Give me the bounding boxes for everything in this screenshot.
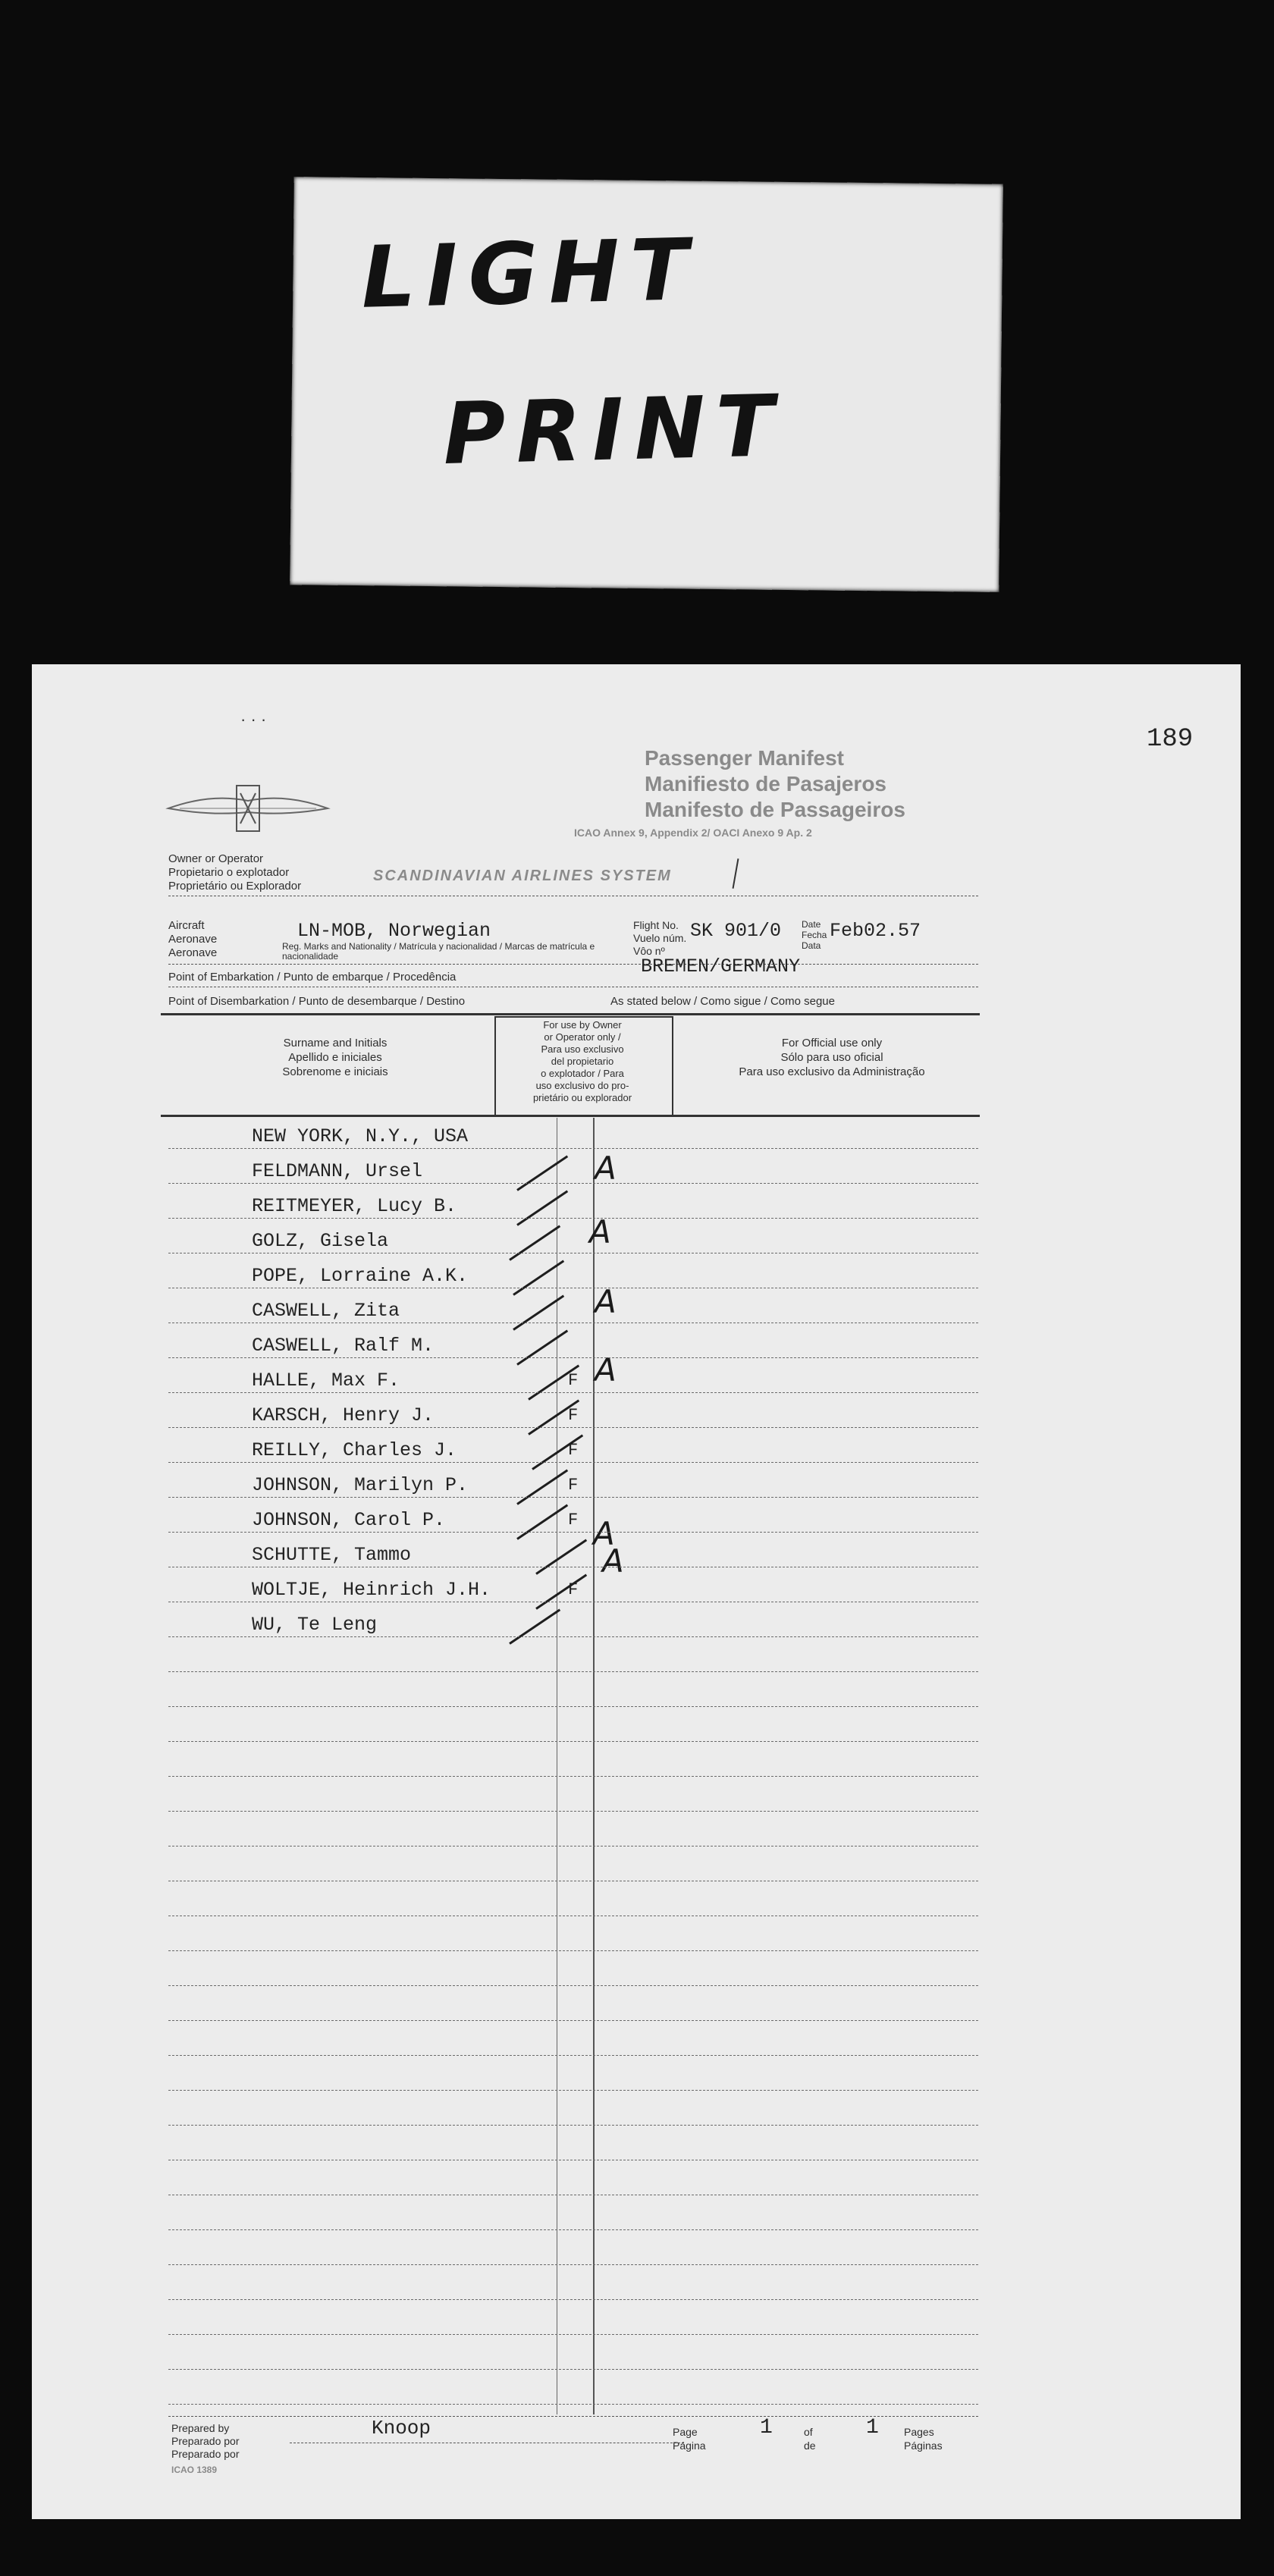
pages-label: Pages Páginas [904, 2426, 943, 2452]
passenger-name: GOLZ, Gisela [252, 1230, 389, 1252]
check-tick [516, 1191, 568, 1226]
table-rule-line [168, 1811, 978, 1812]
card-line-2: PRINT [441, 377, 786, 485]
official-mark: A [595, 1351, 617, 1388]
page-stamp-number: 189 [1147, 725, 1194, 754]
table-rule-line [168, 2229, 978, 2230]
table-rule-line [168, 1183, 978, 1184]
table-rule-line [168, 2055, 978, 2056]
passenger-name: JOHNSON, Carol P. [252, 1509, 446, 1531]
passenger-code: F [568, 1511, 579, 1530]
passenger-name: CASWELL, Ralf M. [252, 1335, 435, 1357]
page-number: 1 [760, 2416, 773, 2440]
passenger-name: POPE, Lorraine A.K. [252, 1265, 469, 1287]
airline-logo-icon [165, 778, 331, 839]
column-header-names: Surname and Initials Apellido e iniciales Sobrenome e iniciais [282, 1037, 388, 1078]
passenger-name: WOLTJE, Heinrich J.H. [252, 1579, 491, 1601]
embarkation-value: BREMEN/GERMANY [641, 955, 801, 977]
table-rule-line [168, 1497, 978, 1498]
table-rule-line [168, 1532, 978, 1533]
official-mark: A [595, 1150, 617, 1187]
table-rule-line [168, 1462, 978, 1463]
official-mark: A [602, 1542, 624, 1580]
passenger-name: WU, Te Leng [252, 1614, 378, 1636]
check-tick [509, 1609, 560, 1645]
owner-label: Owner or Operator Propietario o explotador Proprietário ou Explorador [168, 852, 302, 893]
passenger-code: F [568, 1441, 579, 1460]
passenger-code: F [568, 1476, 579, 1495]
passenger-manifest-page: · · · 189 Passenger Manifest Manifiesto de Pasajeros Manifesto de Passageiros ICAO Annex 9, Appendix 2/ OACI Anexo 9 Ap. 2 Owner or Operator Propietario o explotador Proprietário ou Explorador SCANDINAVIAN AIRLINES SYSTEM Aircraft Aeronave Aeronave LN-MOB, Norwegian Reg. Marks and Nationality / Matrícula y nacionalidad / Marcas de matrícula e nacionalidade Flight No. Vuelo núm. Vôo nº SK 901/0 Date Fecha Data Feb02.57 Point of Embarkation / Punto de embarque / Procedência BREMEN/GERMANY Point of Disembarkation / Punto de desembarque / Destino As stated below / Como sigue / Como segue Surname and Initials Apellido e iniciales Sobrenome e iniciais For use by Owner or Operator only / Para uso exclusivo del propietario o explotador / Para uso exclusivo do pro- prietário ou explorador For Official use only Sólo para uso oficial Para uso exclusivo da Administração NEW YORK, N.Y., USA FELDMANN, Ursel A REITMEYER, Lucy B. GOLZ, Gisela A POPE, Lorraine A.K. CASWELL, Zita A CASWELL, Ralf M. HALLE, Max F. F A KARSCH, Henry J. F REILLY, Charles J. F JOHNSON, Marilyn P. F JOHNSON, Carol P. F SCHUTTE, Tammo A WOLTJE, Heinrich J.H. F A WU, Te Leng Prepared by Preparado por Preparado por Knoop Page Página 1 of de 1 Pages Páginas ICAO 1389 [32, 664, 1241, 2519]
passenger-name: REILLY, Charles J. [252, 1439, 457, 1461]
check-tick [516, 1156, 568, 1191]
owner-value: SCANDINAVIAN AIRLINES SYSTEM [373, 868, 672, 884]
check-tick [516, 1330, 568, 1366]
page-total: 1 [866, 2416, 879, 2440]
table-rule-line [168, 1148, 978, 1149]
title-line-2: Manifiesto de Pasajeros [645, 772, 887, 795]
form-number: ICAO 1389 [171, 2465, 218, 2475]
aircraft-label: Aircraft Aeronave Aeronave [168, 919, 218, 959]
disembarkation-value: As stated below / Como sigue / Como segue [610, 995, 835, 1008]
table-rule-line [168, 1427, 978, 1428]
passenger-name: CASWELL, Zita [252, 1300, 400, 1322]
of-label: of de [804, 2426, 816, 2452]
date-value: Feb02.57 [830, 920, 921, 942]
table-rule-line [168, 2090, 978, 2091]
check-tick [509, 1225, 560, 1261]
table-rule-line [168, 1218, 978, 1219]
table-rule-line [168, 1741, 978, 1742]
table-rule-line [168, 2334, 978, 2335]
table-rule-line [168, 1357, 978, 1358]
flight-value: SK 901/0 [690, 920, 782, 942]
card-line-1: LIGHT [359, 220, 701, 328]
embarkation-label: Point of Embarkation / Punto de embarque / Procedência [168, 971, 457, 984]
disembarkation-label: Point of Disembarkation / Punto de desembarque / Destino [168, 995, 466, 1008]
official-mark: A [593, 1515, 615, 1552]
table-rule-line [168, 1392, 978, 1393]
destination-row: NEW YORK, N.Y., USA [252, 1125, 469, 1147]
check-tick [516, 1470, 568, 1505]
passenger-name: JOHNSON, Marilyn P. [252, 1474, 469, 1496]
table-rule-line [168, 1776, 978, 1777]
light-print-card [290, 177, 1003, 592]
passenger-name: KARSCH, Henry J. [252, 1404, 435, 1426]
table-rule-line [168, 2369, 978, 2370]
title-line-1: Passenger Manifest [645, 746, 844, 770]
passenger-code: F [568, 1406, 579, 1425]
page-label: Page Página [673, 2426, 706, 2452]
date-label: Date Fecha Data [802, 919, 827, 951]
title-line-3: Manifesto de Passageiros [645, 798, 905, 821]
flight-label: Flight No. Vuelo núm. Vôo nº [633, 919, 687, 957]
column-header-owner-use: For use by Owner or Operator only / Para uso exclusivo del propietario o explotador / Para uso exclusivo do pro- prietário ou explorador [532, 1019, 632, 1103]
table-rule-line [168, 1985, 978, 1986]
prepared-by-value: Knoop [372, 2417, 431, 2440]
passenger-name: REITMEYER, Lucy B. [252, 1195, 457, 1217]
table-rule-line [168, 1706, 978, 1707]
table-rule-line [168, 2404, 978, 2405]
passenger-name: SCHUTTE, Tammo [252, 1544, 412, 1566]
table-rule-line [168, 2299, 978, 2300]
check-tick [535, 1574, 587, 1610]
check-tick [535, 1539, 587, 1575]
passenger-code: F [568, 1580, 579, 1599]
passenger-name: HALLE, Max F. [252, 1370, 400, 1392]
passenger-name: FELDMANN, Ursel [252, 1160, 423, 1182]
owner-pen-stroke [733, 858, 739, 889]
prepared-by-label: Prepared by Preparado por Preparado por [171, 2422, 240, 2460]
table-rule-line [168, 2125, 978, 2126]
passenger-code: F [568, 1371, 579, 1390]
table-rule-line [168, 2020, 978, 2021]
column-header-official-use: For Official use only Sólo para uso oficial Para uso exclusivo da Administração [739, 1037, 925, 1078]
table-rule-line [168, 1636, 978, 1637]
check-tick [516, 1504, 568, 1540]
table-rule-line [168, 1671, 978, 1672]
official-mark: A [589, 1213, 611, 1250]
table-rule-line [168, 2264, 978, 2265]
aircraft-sublabel: Reg. Marks and Nationality / Matrícula y nacionalidad / Marcas de matrícula e nacionalidade [282, 941, 595, 962]
official-mark: A [595, 1283, 617, 1320]
icao-reference: ICAO Annex 9, Appendix 2/ OACI Anexo 9 Ap. 2 [574, 827, 812, 839]
aircraft-value: LN-MOB, Norwegian [297, 920, 491, 942]
table-rule-line [168, 1950, 978, 1951]
